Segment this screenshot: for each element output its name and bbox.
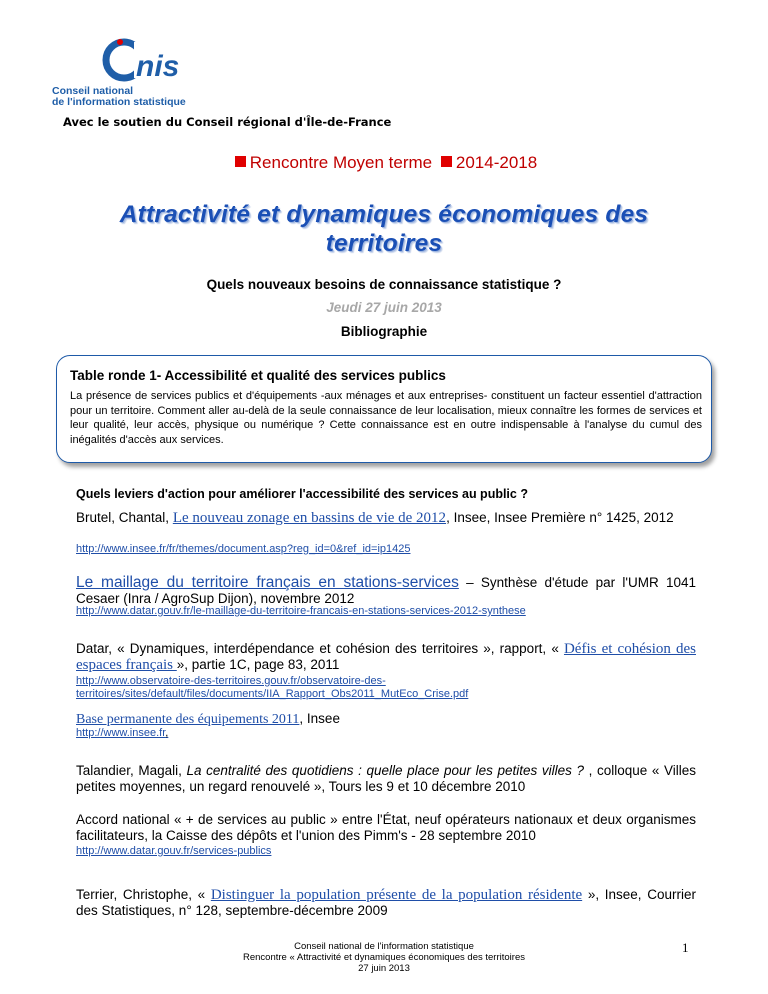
entry-text: Accord national « + de services au public » entre l'État, neuf opérateurs nationaux et deux organismes facilitateurs, la Caisse des dépôts et l'union des Pimm's - 28 septembre 2010 xyxy=(76,812,696,843)
table-ronde-title: Table ronde 1- Accessibilité et qualité des services publics xyxy=(70,368,446,383)
logo-name xyxy=(52,86,186,108)
logo-name-line2: de l'information statistique xyxy=(52,96,186,108)
section-question: Quels leviers d'action pour améliorer l'accessibilité des services au public ? xyxy=(76,487,528,501)
entry-text: , Insee xyxy=(299,711,340,726)
svg-text:nis: nis xyxy=(136,50,180,83)
biblio-entry-2 xyxy=(76,575,696,607)
entry-text: », partie 1C, page 83, 2011 xyxy=(176,657,340,672)
page-number: 1 xyxy=(682,940,689,955)
entry-url[interactable]: http://www.observatoire-des-territoires.gouv.fr/observatoire-des- xyxy=(76,675,386,687)
page-subtitle: Quels nouveaux besoins de connaissance statistique ? xyxy=(206,277,562,292)
entry-text: Datar, « Dynamiques, interdépendance et cohésion des territoires », rapport, « xyxy=(76,641,564,656)
red-square-icon xyxy=(441,156,452,167)
entry-url[interactable]: territoires/sites/default/files/documents/IIA_Rapport_Obs2011_MutEco_Crise.pdf xyxy=(76,688,469,700)
rencontre-banner xyxy=(0,153,768,173)
entry-text: , Insee, Insee Première n° 1425, 2012 xyxy=(446,510,674,525)
entry-url[interactable]: http://www.datar.gouv.fr/services-publics xyxy=(76,845,272,857)
biblio-entry-6 xyxy=(76,812,696,844)
biblio-entry-3 xyxy=(76,641,696,673)
entry-text: Brutel, Chantal, xyxy=(76,510,173,525)
entry-link[interactable]: Le maillage du territoire français en stations-services xyxy=(76,574,459,591)
entry-text: Terrier, Christophe, « xyxy=(76,887,211,902)
rencontre-years: 2014-2018 xyxy=(455,153,538,172)
entry-url-link[interactable]: http://www.insee.fr xyxy=(76,727,166,739)
red-square-icon xyxy=(235,156,246,167)
entry-link[interactable]: Distinguer la population présente de la population résidente xyxy=(210,887,583,903)
biblio-entry-7 xyxy=(76,887,696,919)
support-line: Avec le soutien du Conseil régional d'Île-de-France xyxy=(63,115,392,129)
entry-url: http://www.insee.fr, xyxy=(76,727,169,739)
biblio-entry-5 xyxy=(76,763,696,795)
rencontre-label: Rencontre Moyen terme xyxy=(249,153,433,172)
entry-text: , colloque « Villes petites moyennes, un regard renouvelé », Tours les 9 et 10 décembre 2010 xyxy=(76,763,696,794)
footer-line: Conseil national de l'information statistique xyxy=(294,941,474,952)
table-ronde-text: La présence de services publics et d'équipements -aux ménages et aux entreprises- constituent un facteur essentiel d'attraction pour un territoire. Comment aller au-delà de la seule connaissance de leur localisation, mieux connaître les formes de services et leur qualité, leur accès, physique ou numérique ? Cette connaissance est en outre indispensable à l'analyse du cumul des inégalités d'accès aux services. xyxy=(70,390,702,446)
section-heading: Bibliographie xyxy=(340,324,428,339)
entry-link[interactable]: Le nouveau zonage en bassins de vie de 2012 xyxy=(172,510,447,526)
entry-url[interactable]: http://www.datar.gouv.fr/le-maillage-du-territoire-francais-en-stations-services-2012-synthese xyxy=(76,605,526,617)
page-title: Attractivité et dynamiques économiques des territoires xyxy=(119,201,649,257)
event-date: Jeudi 27 juin 2013 xyxy=(326,300,442,315)
entry-link[interactable]: Défis et cohésion des espaces français xyxy=(76,641,696,673)
entry-url[interactable]: http://www.insee.fr/fr/themes/document.asp?reg_id=0&ref_id=ip1425 xyxy=(76,543,411,555)
entry-text: », Insee, Courrier des Statistiques, n° 128, septembre-décembre 2009 xyxy=(76,887,696,918)
page-footer xyxy=(0,941,768,974)
logo-name-line1: Conseil national xyxy=(52,85,134,97)
footer-line: 27 juin 2013 xyxy=(358,963,410,974)
entry-text: Talandier, Magali, xyxy=(76,763,187,778)
entry-italic-title: La centralité des quotidiens : quelle place pour les petites villes ? xyxy=(186,763,584,778)
entry-link[interactable]: Base permanente des équipements 2011 xyxy=(76,712,300,727)
biblio-entry-1 xyxy=(76,510,696,526)
biblio-entry-4 xyxy=(76,711,696,728)
footer-line: Rencontre « Attractivité et dynamiques économiques des territoires xyxy=(243,952,525,963)
entry-text: – Synthèse d'étude par l'UMR 1041 Cesaer (Inra / AgroSup Dijon), novembre 2012 xyxy=(76,575,696,606)
